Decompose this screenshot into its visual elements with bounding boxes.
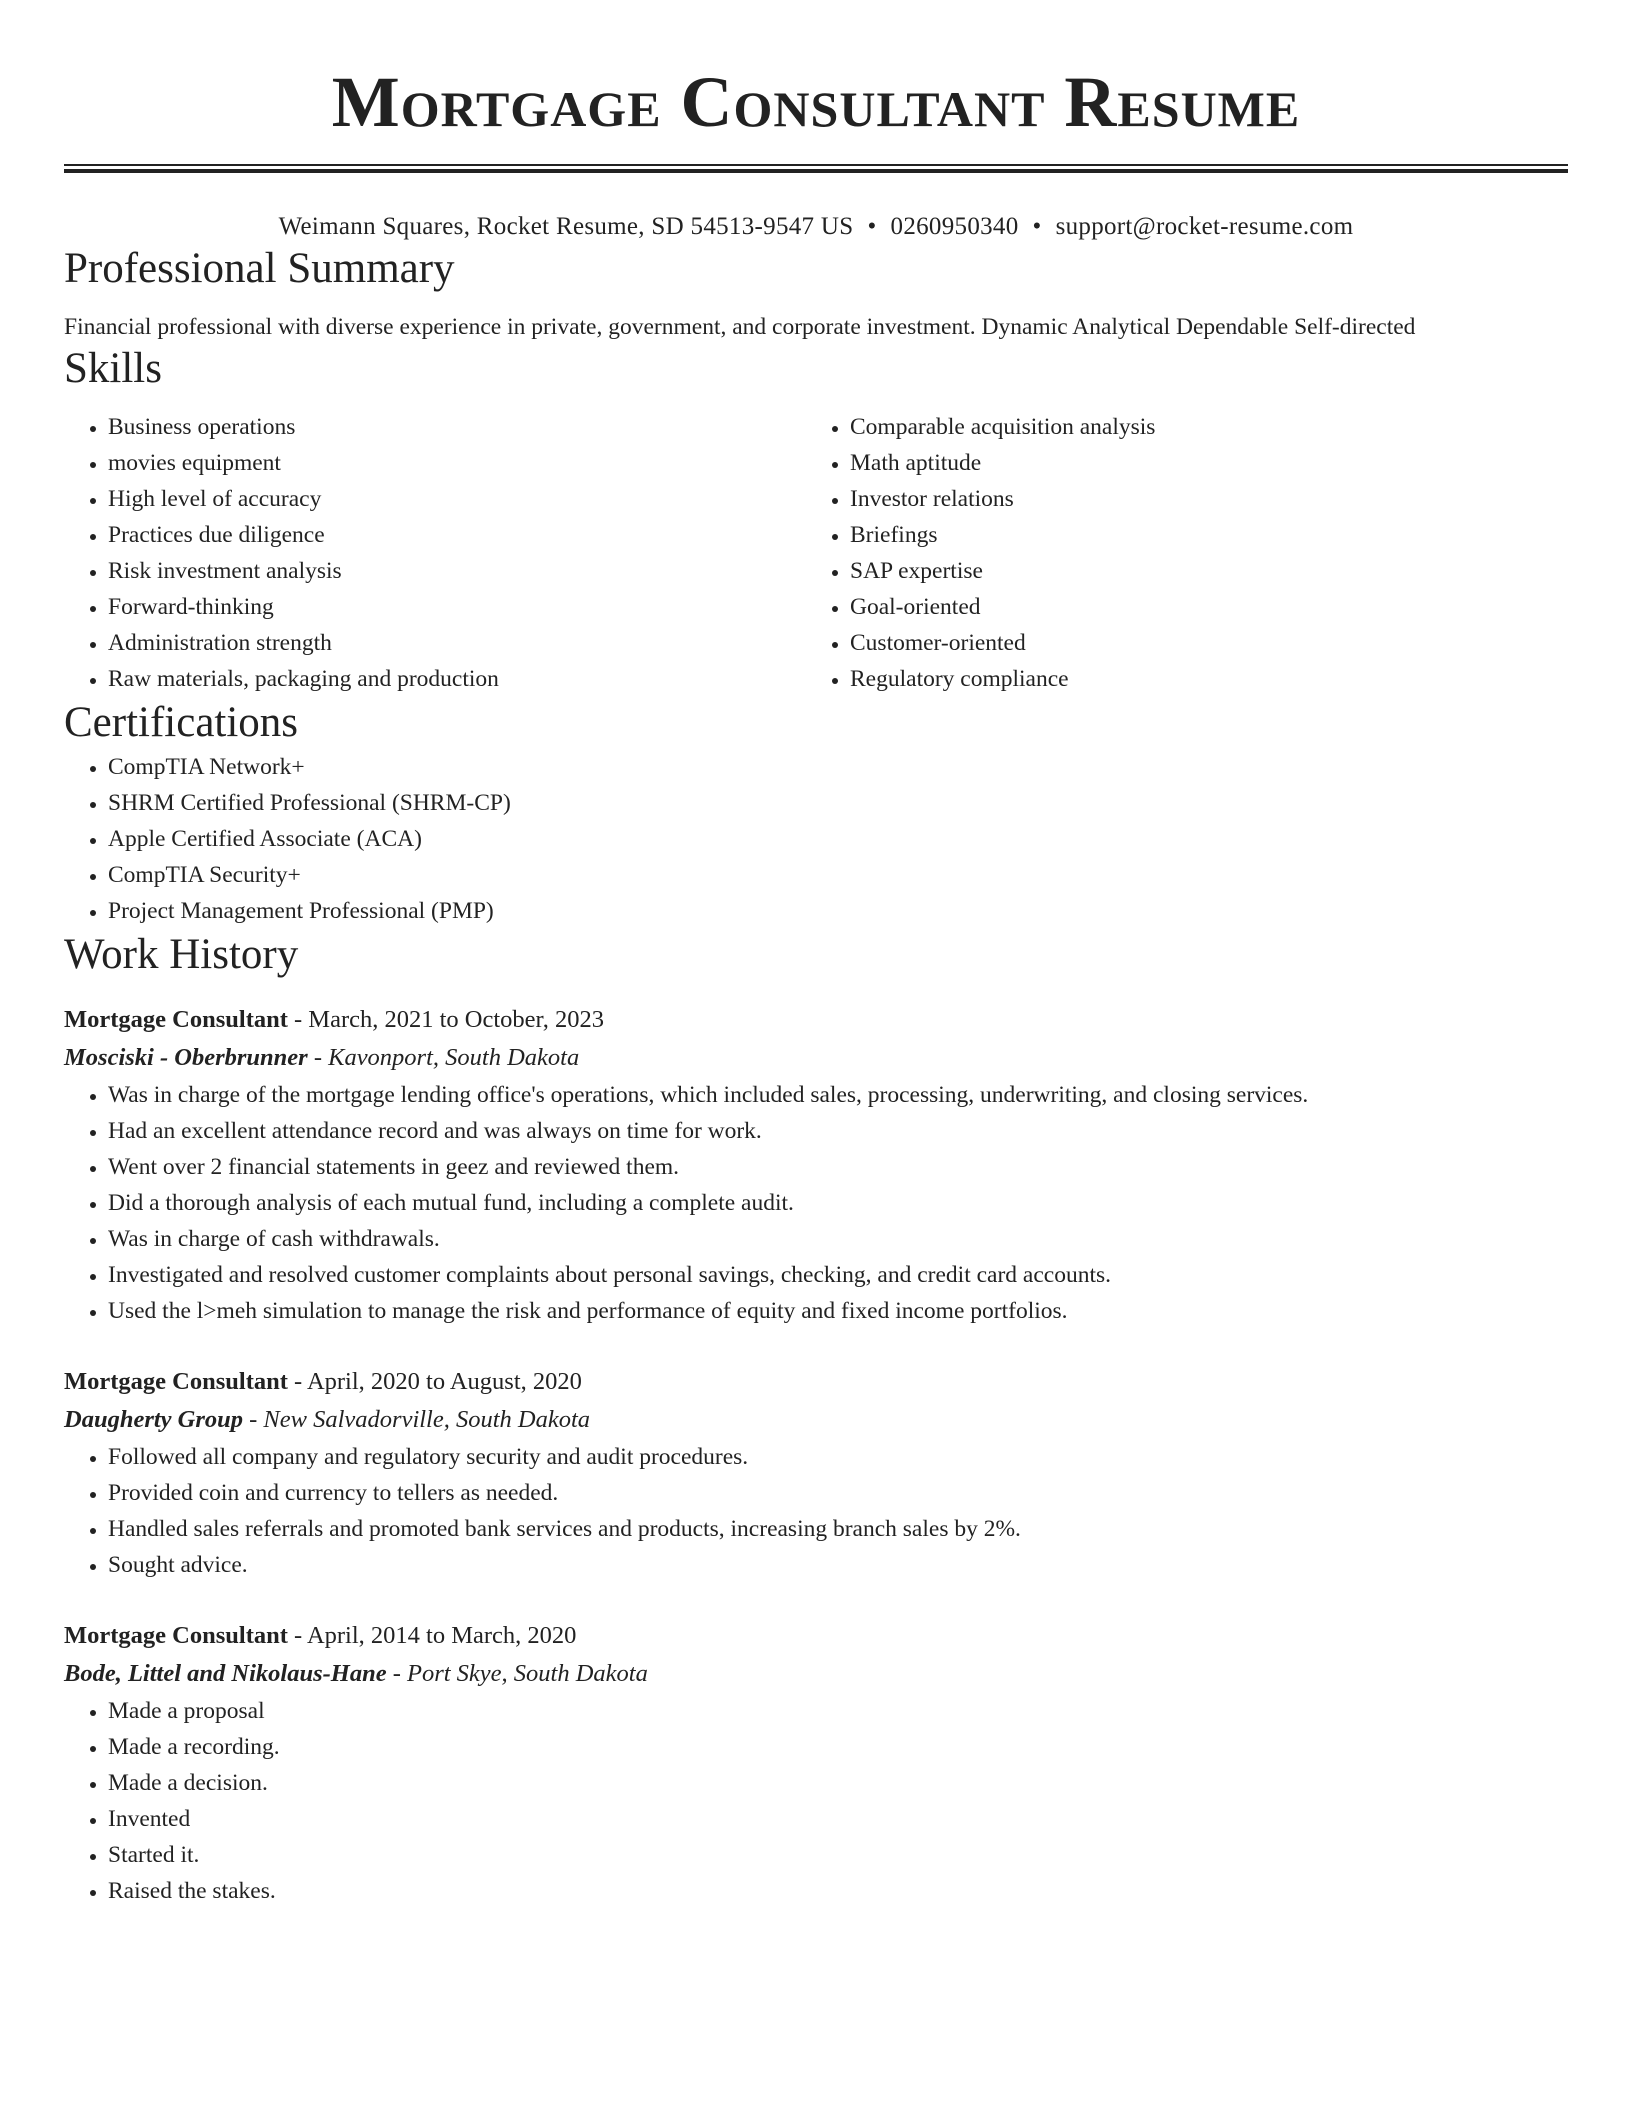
- job-duties-list: [64, 1439, 1568, 1583]
- job-title: Mortgage Consultant: [64, 1622, 288, 1649]
- job-company: Bode, Littel and Nikolaus-Hane: [64, 1660, 387, 1687]
- skills-column-right: [806, 409, 1548, 697]
- skill-item: • movies equipment: [108, 445, 806, 481]
- skill-item: • Raw materials, packaging and production: [108, 661, 806, 697]
- job-employer-line: [64, 1655, 1568, 1693]
- skill-item: • Math aptitude: [850, 445, 1548, 481]
- job-entry: [64, 1617, 1568, 1909]
- job-dates: - April, 2014 to March, 2020: [287, 1622, 577, 1649]
- certification-item: • SHRM Certified Professional (SHRM-CP): [108, 785, 1568, 821]
- job-dates: - April, 2020 to August, 2020: [287, 1368, 582, 1395]
- job-duty: • Sought advice.: [108, 1547, 1568, 1583]
- certification-item: • CompTIA Security+: [108, 857, 1568, 893]
- contact-phone: 0260950340: [890, 213, 1019, 240]
- job-duties-list: [64, 1077, 1568, 1329]
- job-duty: • Used the l>meh simulation to manage the risk and performance of equity and fixed income portfolios.: [108, 1293, 1568, 1329]
- certification-item: • CompTIA Network+: [108, 749, 1568, 785]
- skill-item: • Administration strength: [108, 625, 806, 661]
- job-duty: • Handled sales referrals and promoted bank services and products, increasing branch sales by 2%.: [108, 1511, 1568, 1547]
- title-divider: [64, 164, 1568, 173]
- job-header: [64, 1363, 1568, 1401]
- job-title: Mortgage Consultant: [64, 1006, 288, 1033]
- contact-email: support@rocket-resume.com: [1055, 213, 1354, 240]
- job-duty: • Started it.: [108, 1837, 1568, 1873]
- contact-line: [64, 211, 1568, 243]
- job-location: - Kavonport, South Dakota: [307, 1044, 580, 1071]
- job-dates: - March, 2021 to October, 2023: [287, 1006, 604, 1033]
- skill-item: • Forward-thinking: [108, 589, 806, 625]
- job-location: - New Salvadorville, South Dakota: [243, 1406, 591, 1433]
- job-employer-line: [64, 1039, 1568, 1077]
- job-duty: • Was in charge of the mortgage lending office's operations, which included sales, processing, underwriting, and closing services.: [108, 1077, 1568, 1113]
- job-company: Daugherty Group: [64, 1406, 244, 1433]
- work-history-heading: Work History: [64, 931, 299, 978]
- job-duty: • Made a decision.: [108, 1765, 1568, 1801]
- skill-item: • Regulatory compliance: [850, 661, 1548, 697]
- job-duty: • Made a recording.: [108, 1729, 1568, 1765]
- resume-title: Mortgage Consultant Resume: [331, 62, 1301, 142]
- contact-separator: •: [1032, 213, 1042, 240]
- job-location: - Port Skye, South Dakota: [386, 1660, 648, 1687]
- skill-item: • Briefings: [850, 517, 1548, 553]
- skills-list-left: [64, 409, 806, 697]
- skill-item: • Goal-oriented: [850, 589, 1548, 625]
- skill-item: • Business operations: [108, 409, 806, 445]
- job-company: Mosciski - Oberbrunner: [64, 1044, 308, 1071]
- job-duty: • Had an excellent attendance record and was always on time for work.: [108, 1113, 1568, 1149]
- job-title: Mortgage Consultant: [64, 1368, 288, 1395]
- certification-item: • Apple Certified Associate (ACA): [108, 821, 1568, 857]
- contact-separator: •: [867, 213, 877, 240]
- certifications-list: [64, 749, 1568, 929]
- skills-heading: Skills: [64, 345, 162, 392]
- skill-item: • SAP expertise: [850, 553, 1548, 589]
- job-entry: [64, 1363, 1568, 1583]
- contact-address: Weimann Squares, Rocket Resume, SD 54513-9547 US: [278, 213, 854, 240]
- job-duty: • Made a proposal: [108, 1693, 1568, 1729]
- job-duty: • Investigated and resolved customer complaints about personal savings, checking, and credit card accounts.: [108, 1257, 1568, 1293]
- summary-heading: Professional Summary: [64, 245, 455, 292]
- job-duty: • Did a thorough analysis of each mutual fund, including a complete audit.: [108, 1185, 1568, 1221]
- job-employer-line: [64, 1401, 1568, 1439]
- skill-item: • Investor relations: [850, 481, 1548, 517]
- skills-list-right: [806, 409, 1548, 697]
- job-duty: • Was in charge of cash withdrawals.: [108, 1221, 1568, 1257]
- job-entry: [64, 1001, 1568, 1329]
- certifications-heading: Certifications: [64, 699, 299, 746]
- skills-column-left: [64, 409, 806, 697]
- skill-item: • Customer-oriented: [850, 625, 1548, 661]
- job-duty: • Followed all company and regulatory security and audit procedures.: [108, 1439, 1568, 1475]
- skill-item: • Comparable acquisition analysis: [850, 409, 1548, 445]
- skill-item: • High level of accuracy: [108, 481, 806, 517]
- summary-text: Financial professional with diverse experience in private, government, and corporate investment. Dynamic Analytical Dependable Self-directed: [64, 314, 1416, 340]
- job-header: [64, 1617, 1568, 1655]
- job-duty: • Invented: [108, 1801, 1568, 1837]
- skills-grid: [64, 409, 1568, 697]
- job-duty: • Provided coin and currency to tellers as needed.: [108, 1475, 1568, 1511]
- skill-item: • Risk investment analysis: [108, 553, 806, 589]
- job-header: [64, 1001, 1568, 1039]
- job-duty: • Raised the stakes.: [108, 1873, 1568, 1909]
- skill-item: • Practices due diligence: [108, 517, 806, 553]
- job-duty: • Went over 2 financial statements in geez and reviewed them.: [108, 1149, 1568, 1185]
- resume-page: [64, 0, 1568, 1909]
- job-duties-list: [64, 1693, 1568, 1909]
- certification-item: • Project Management Professional (PMP): [108, 893, 1568, 929]
